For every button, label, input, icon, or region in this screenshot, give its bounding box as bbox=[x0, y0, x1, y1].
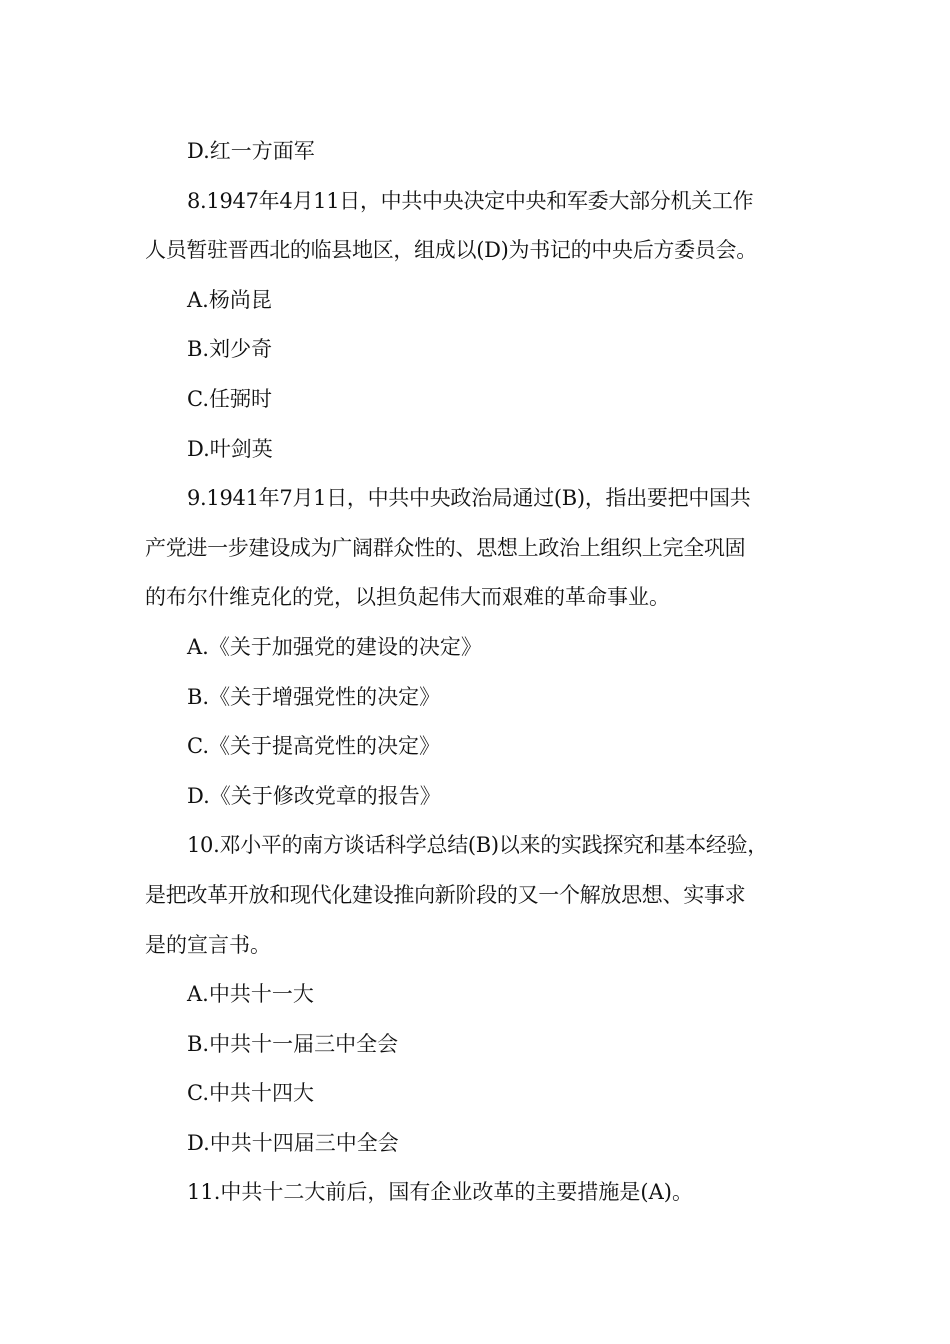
option-a-q9: A.《关于加强党的建设的决定》 bbox=[187, 634, 482, 659]
option-a-q8: A.杨尚昆 bbox=[187, 287, 272, 312]
question-10-line-3: 是的宣言书。 bbox=[145, 932, 271, 957]
question-8-line-2: 人员暂驻晋西北的临县地区，组成以(D)为书记的中央后方委员会。 bbox=[145, 238, 757, 263]
option-c-q8: C.任弼时 bbox=[187, 386, 272, 411]
question-9-line-2: 产党进一步建设成为广阔群众性的、思想上政治上组织上完全巩固 bbox=[145, 535, 746, 560]
option-d-q7: D.红一方面军 bbox=[187, 139, 315, 163]
option-d-q9: D.《关于修改党章的报告》 bbox=[187, 783, 441, 808]
question-10-line-1: 10.邓小平的南方谈话科学总结(B)以来的实践探究和基本经验， bbox=[187, 833, 768, 858]
option-d-q8: D.叶剑英 bbox=[187, 436, 273, 461]
option-b-q8: B.刘少奇 bbox=[187, 337, 273, 362]
question-10-line-2: 是把改革开放和现代化建设推向新阶段的又一个解放思想、实事求 bbox=[145, 882, 746, 907]
option-b-q9: B.《关于增强党性的决定》 bbox=[187, 684, 441, 709]
document-body bbox=[145, 127, 825, 1218]
question-9-line-3: 的布尔什维克化的党，以担负起伟大而艰难的革命事业。 bbox=[145, 585, 670, 610]
question-11-line-1: 11.中共十二大前后，国有企业改革的主要措施是(A)。 bbox=[187, 1180, 693, 1205]
question-9-line-1: 9.1941年7月1日，中共中央政治局通过(B)，指出要把中国共 bbox=[187, 486, 751, 511]
option-c-q10: C.中共十四大 bbox=[187, 1081, 314, 1106]
option-b-q10: B.中共十一届三中全会 bbox=[187, 1031, 399, 1056]
question-8-line-1: 8.1947年4月11日，中共中央决定中央和军委大部分机关工作 bbox=[187, 188, 754, 213]
option-a-q10: A.中共十一大 bbox=[187, 982, 314, 1007]
option-d-q10: D.中共十四届三中全会 bbox=[187, 1130, 399, 1155]
option-c-q9: C.《关于提高党性的决定》 bbox=[187, 734, 440, 759]
